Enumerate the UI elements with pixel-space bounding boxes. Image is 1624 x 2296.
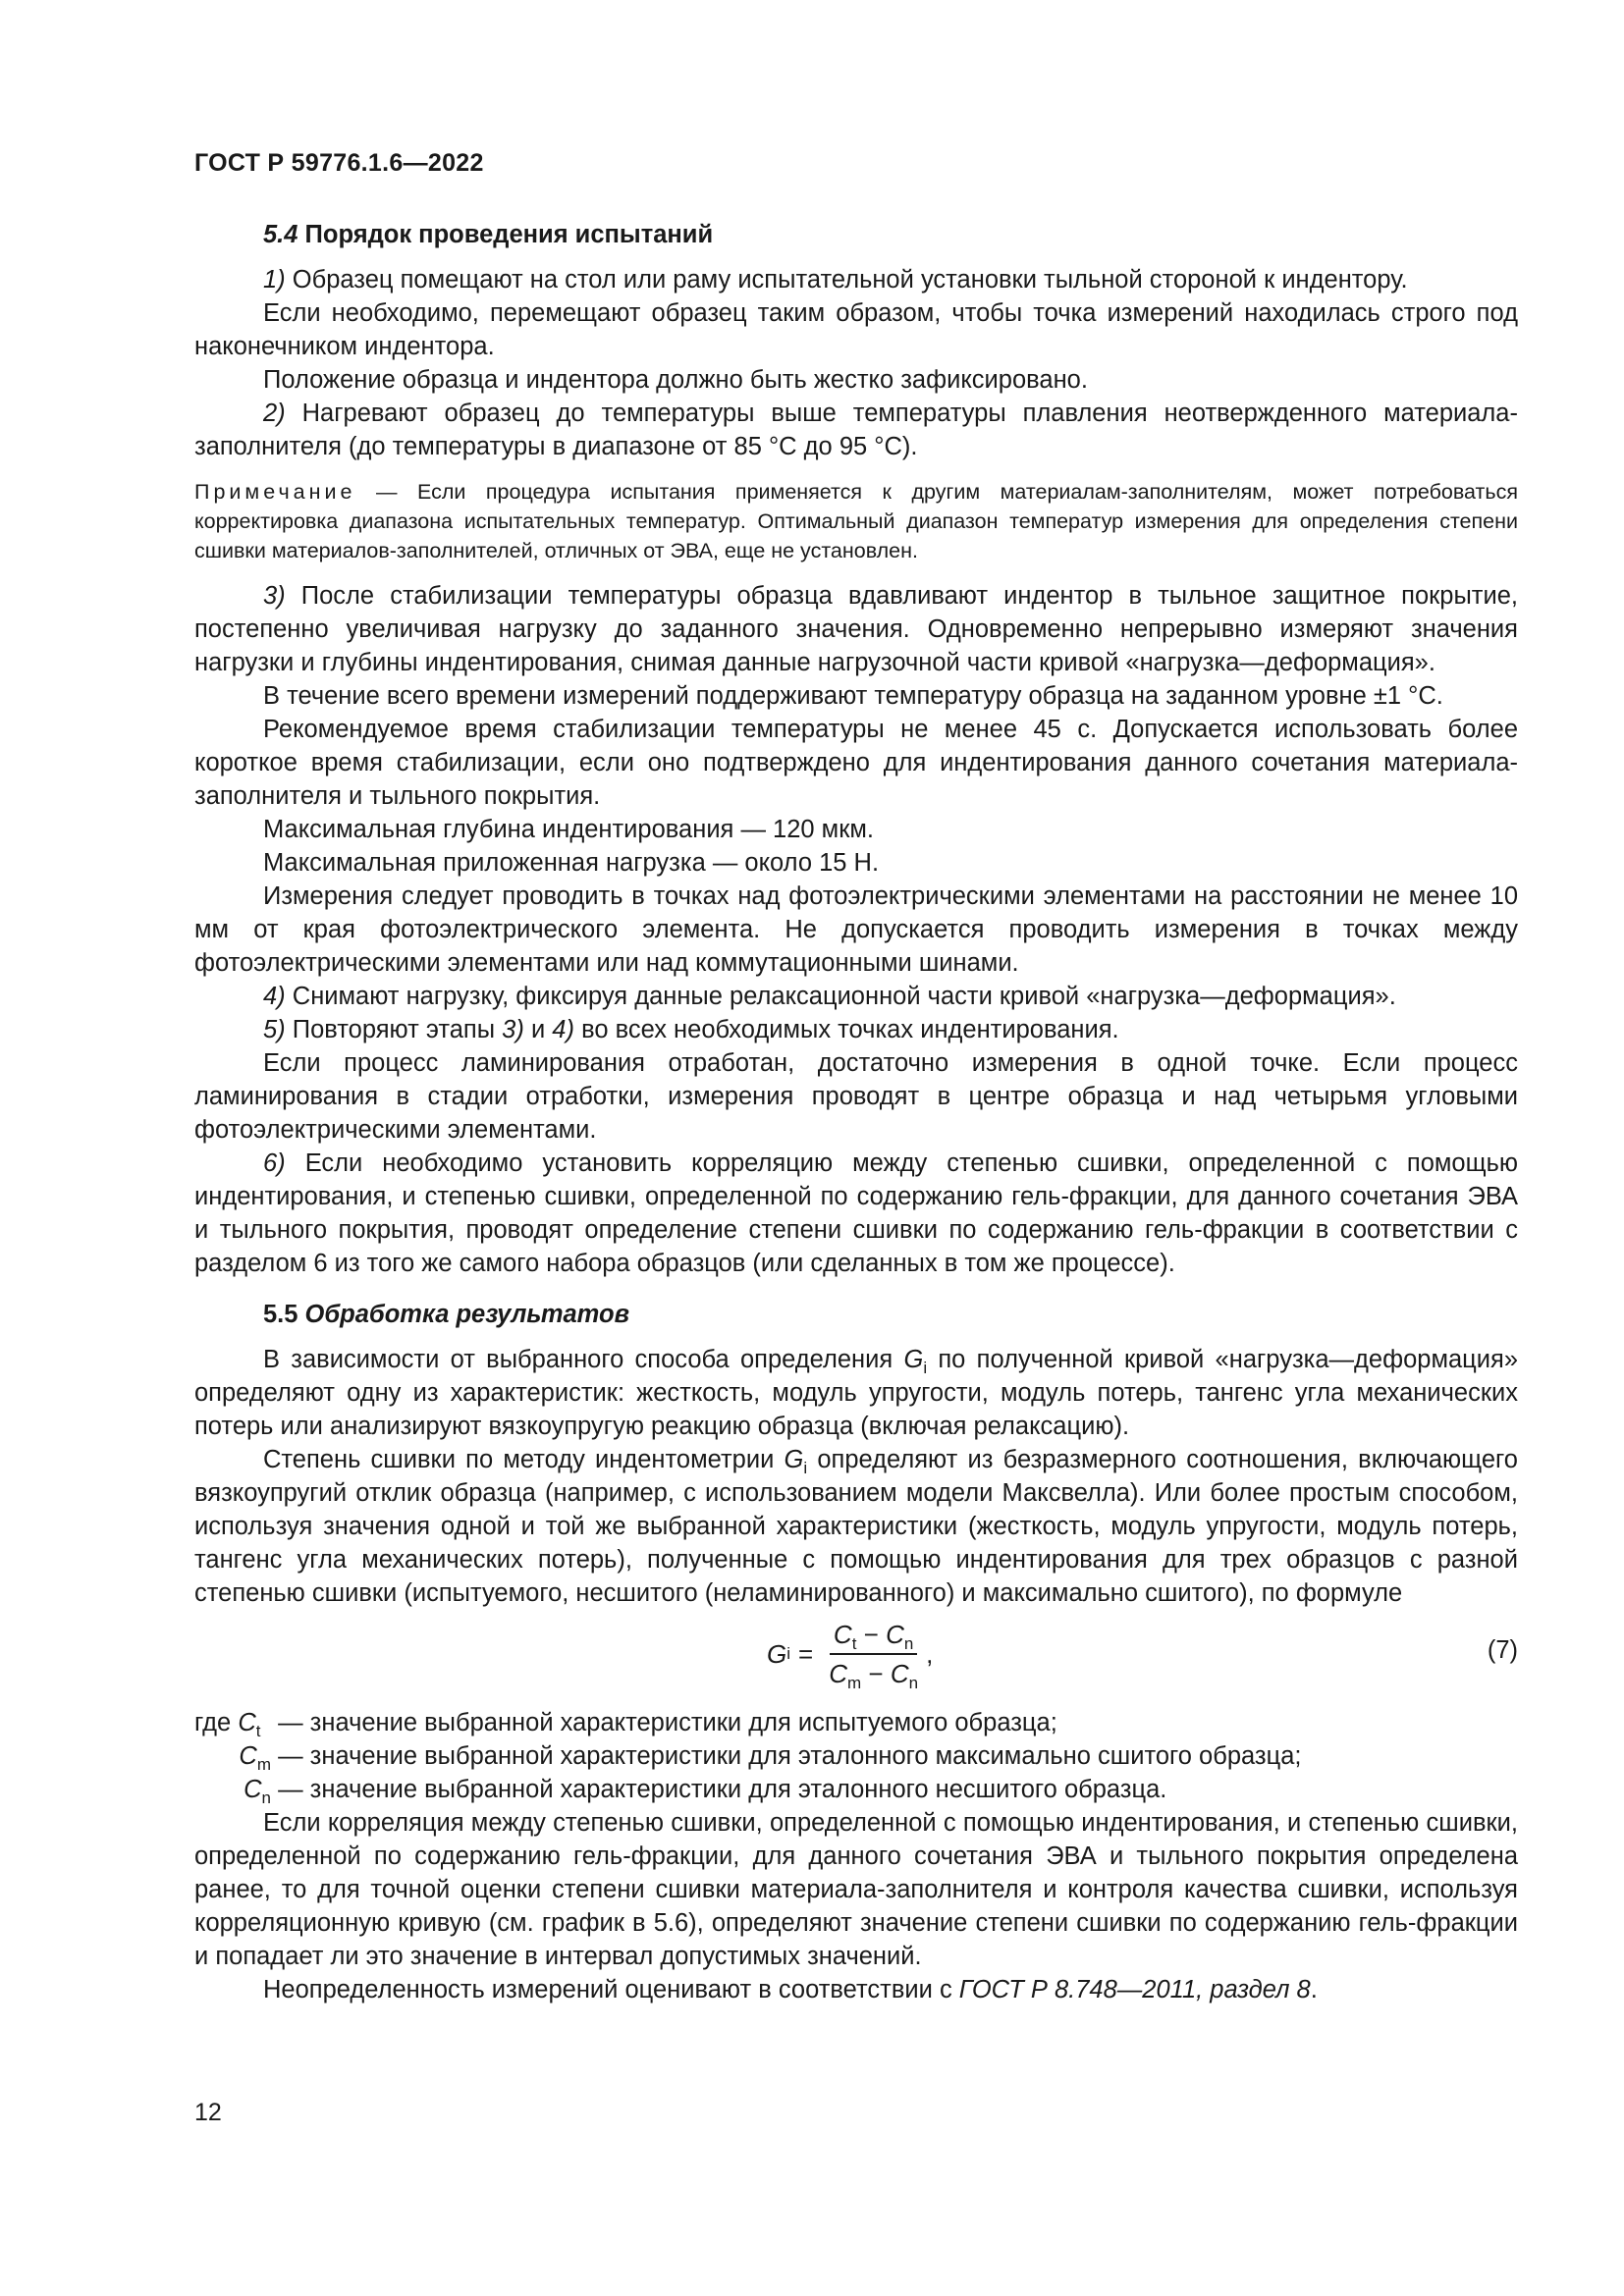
paragraph: Рекомендуемое время стабилизации температуры не менее 45 с. Допускается использовать более короткое время стабилизации, если оно подтверждено для индентирования данного сочетания материала-заполнителя и тыльного покрытия. [194, 716, 1518, 810]
formula-number: (7) [1487, 1636, 1518, 1664]
section-number: 5.5 [263, 1301, 298, 1328]
note [194, 477, 1518, 565]
paragraph: Если необходимо, перемещают образец таким образом, чтобы точка измерений находилась строго под наконечником индентора. [194, 299, 1518, 360]
paragraph: 1) Образец помещают на стол или раму испытательной установки тыльной стороной к индентору. [263, 266, 1408, 294]
section-number: 5.4 [263, 221, 298, 248]
paragraph: 6) Если необходимо установить корреляцию между степенью сшивки, определенной с помощью индентирования, и степенью сшивки, определенной по содержанию гель-фракции, для данного сочетания ЭВА и тыльного покрытия, проводят определение степени сшивки по содержанию гель-фракции в соответствии с разделом 6 из того же самого набора образцов (или сделанных в том же процессе). [194, 1149, 1519, 1277]
note-label: Примечание [194, 480, 356, 504]
legend-row: $C_n$ — значение выбранной характеристики для эталонного несшитого образца. [244, 1776, 1167, 1807]
note-text: — Если процедура испытания применяется к другим материалам-заполнителям, может потребоваться корректировка диапазона испытательных температур. Оптимальный диапазон температур измерения для определения степени сшивки материалов-заполнителей, отличных от ЭВА, еще не установлен. [194, 480, 1518, 562]
formula-expression: G i = $\frac{C_t - C_n}{C_m - C_n}$ , [767, 1620, 934, 1692]
page-number: 12 [194, 2099, 222, 2126]
paragraph: Максимальная глубина индентирования — 120 мкм. [263, 816, 874, 843]
paragraph: 2) Нагревают образец до температуры выше температуры плавления неотвержденного материала-заполнителя (до температуры в диапазоне от 85 °С до 95 °С). [194, 400, 1518, 460]
paragraph: Степень сшивки по методу индентометрии $G_i$ определяют из безразмерного соотношения, включающего вязкоупругий отклик образца (например, с использованием модели Максвелла). Или более простым способом, используя значения одной и той же выбранной характеристики (жесткость, модуль упругости, модуль потерь, тангенс угла механических потерь), полученные с помощью индентирования для трех образцов с разной степенью сшивки (испытуемого, несшитого (неламинированного) и максимально сшитого), по формуле [194, 1446, 1518, 1607]
paragraph: Положение образца и индентора должно быть жестко зафиксировано. [263, 366, 1088, 394]
paragraph: Если корреляция между степенью сшивки, определенной с помощью индентирования, и степенью сшивки, определенной по содержанию гель-фракции, для данного сочетания ЭВА и тыльного покрытия определена ранее, то для точной оценки степени сшивки материала-заполнителя и контроля качества сшивки, используя корреляционную кривую (см. график в 5.6), определяют значение степени сшивки по содержанию гель-фракции и попадает ли это значение в интервал допустимых значений. [194, 1809, 1518, 1970]
paragraph: Максимальная приложенная нагрузка — около 15 Н. [263, 849, 880, 877]
paragraph: Неопределенность измерений оценивают в соответствии с ГОСТ Р 8.748—2011, раздел 8. [263, 1976, 1318, 2003]
paragraph: Если процесс ламинирования отработан, достаточно измерения в одной точке. Если процесс ламинирования в стадии отработки, измерения проводят в центре образца и над четырьмя угловыми фотоэлектрическими элементами. [194, 1049, 1518, 1144]
paragraph: В зависимости от выбранного способа определения $G_i$ по полученной кривой «нагрузка—деформация» определяют одну из характеристик: жесткость, модуль упругости, модуль потерь, тангенс угла механических потерь или анализируют вязкоупругую реакцию образца (включая релаксацию). [194, 1346, 1518, 1440]
section-5-5-heading [194, 1298, 1518, 1331]
document-body [194, 218, 1518, 2006]
formula-7 [194, 1612, 1518, 1702]
formula-fraction: $\frac{C_t - C_n}{C_m - C_n}$ [829, 1620, 919, 1692]
paragraph: 3) После стабилизации температуры образца вдавливают индентор в тыльное защитное покрытие, постепенно увеличивая нагрузку до заданного значения. Одновременно непрерывно измеряют значения нагрузки и глубины индентирования, снимая данные нагрузочной части кривой «нагрузка—деформация». [194, 582, 1518, 676]
paragraph: Измерения следует проводить в точках над фотоэлектрическими элементами на расстоянии не менее 10 мм от края фотоэлектрического элемента. Не допускается проводить измерения в точках между фотоэлектрическими элементами или над коммутационными шинами. [194, 882, 1518, 977]
section-title: Обработка результатов [304, 1301, 629, 1328]
standard-reference: ГОСТ Р 8.748—2011, раздел 8 [958, 1976, 1311, 2003]
legend-row: $C_m$ — значение выбранной характеристики для эталонного максимально сшитого образца; [239, 1742, 1302, 1774]
legend-row: где $C_t$ — значение выбранной характеристики для испытуемого образца; [194, 1709, 1057, 1740]
document-header: ГОСТ Р 59776.1.6—2022 [194, 149, 484, 177]
section-5-4-heading [194, 218, 1518, 251]
paragraph: 4) Снимают нагрузку, фиксируя данные релаксационной части кривой «нагрузка—деформация». [263, 983, 1396, 1010]
section-title: Порядок проведения испытаний [304, 221, 714, 248]
paragraph: В течение всего времени измерений поддерживают температуру образца на заданном уровне ±1 °С. [263, 682, 1443, 710]
paragraph: 5) Повторяют этапы 3) и 4) во всех необходимых точках индентирования. [263, 1016, 1119, 1043]
